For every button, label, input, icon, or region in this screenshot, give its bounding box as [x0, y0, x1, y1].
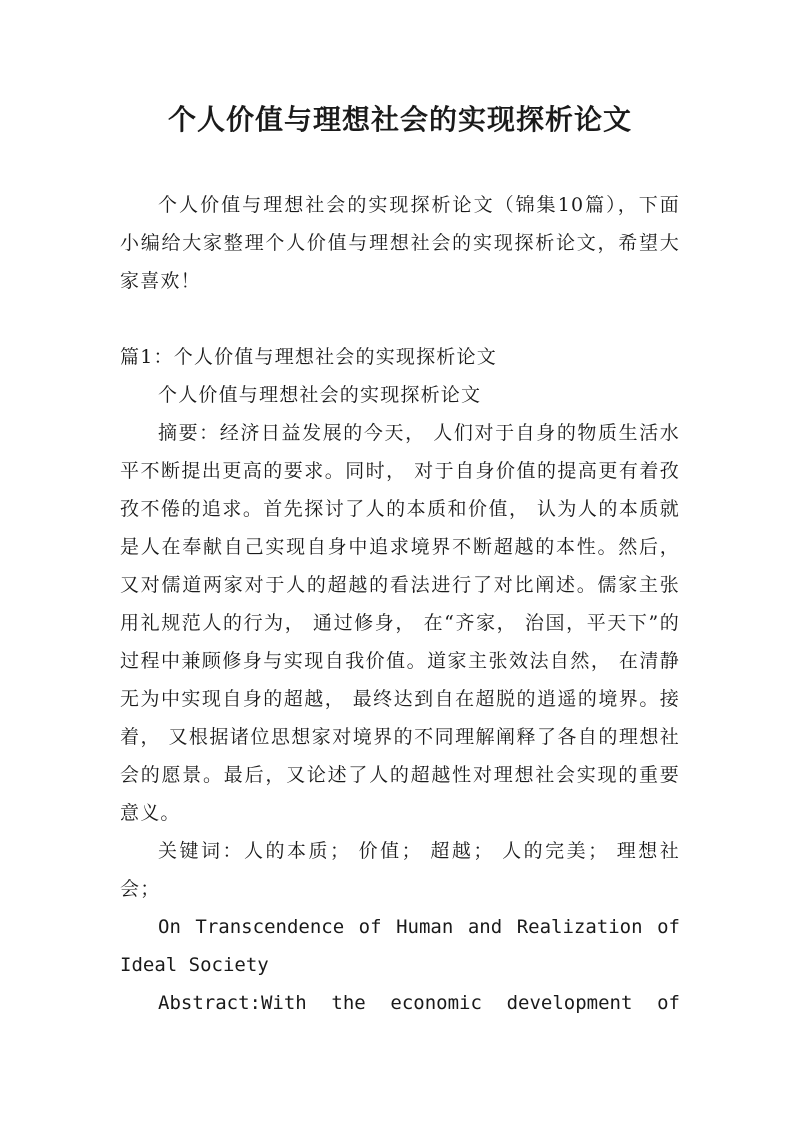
document-title: 个人价值与理想社会的实现探析论文: [167, 103, 632, 136]
abstract-paragraph: 摘要：经济日益发展的今天， 人们对于自身的物质生活水平不断提出更高的要求。同时， 对于自身价值的提高更有着孜孜不倦的追求。首先探讨了人的本质和价值， 认为人的本质就是人在奉献自己实现自身中追求境界不断超越的本性。然后， 又对儒道两家对于人的超越的看法进行了对比阐述。儒家主张用礼规范人的行为， 通过修身， 在“齐家， 治国，平天下”的过程中兼顾修身与实现自我价值。道家主张效法自然， 在清静无为中实现自身的超越， 最终达到自在超脱的逍遥的境界。接着， 又根据诸位思想家对境界的不同理解阐释了各自的理想社会的愿景。最后，又论述了人的超越性对理想社会实现的重要意义。: [120, 422, 680, 824]
english-title-line2: Ideal Society: [120, 954, 269, 976]
intro-block: [120, 186, 680, 300]
main-content: [120, 338, 680, 1022]
english-title-line1: On Transcendence of Human and Realization of: [158, 916, 680, 938]
keywords-paragraph: 关键词：人的本质； 价值； 超越； 人的完美； 理想社会；: [120, 840, 680, 900]
intro-paragraph: 个人价值与理想社会的实现探析论文（锦集10篇），下面小编给大家整理个人价值与理想社会的实现探析论文，希望大家喜欢！: [120, 194, 680, 292]
english-abstract-start: Abstract:With the economic development of: [158, 992, 680, 1014]
section-heading: 篇1：个人价值与理想社会的实现探析论文: [120, 346, 497, 368]
article-title: 个人价值与理想社会的实现探析论文: [158, 384, 482, 406]
